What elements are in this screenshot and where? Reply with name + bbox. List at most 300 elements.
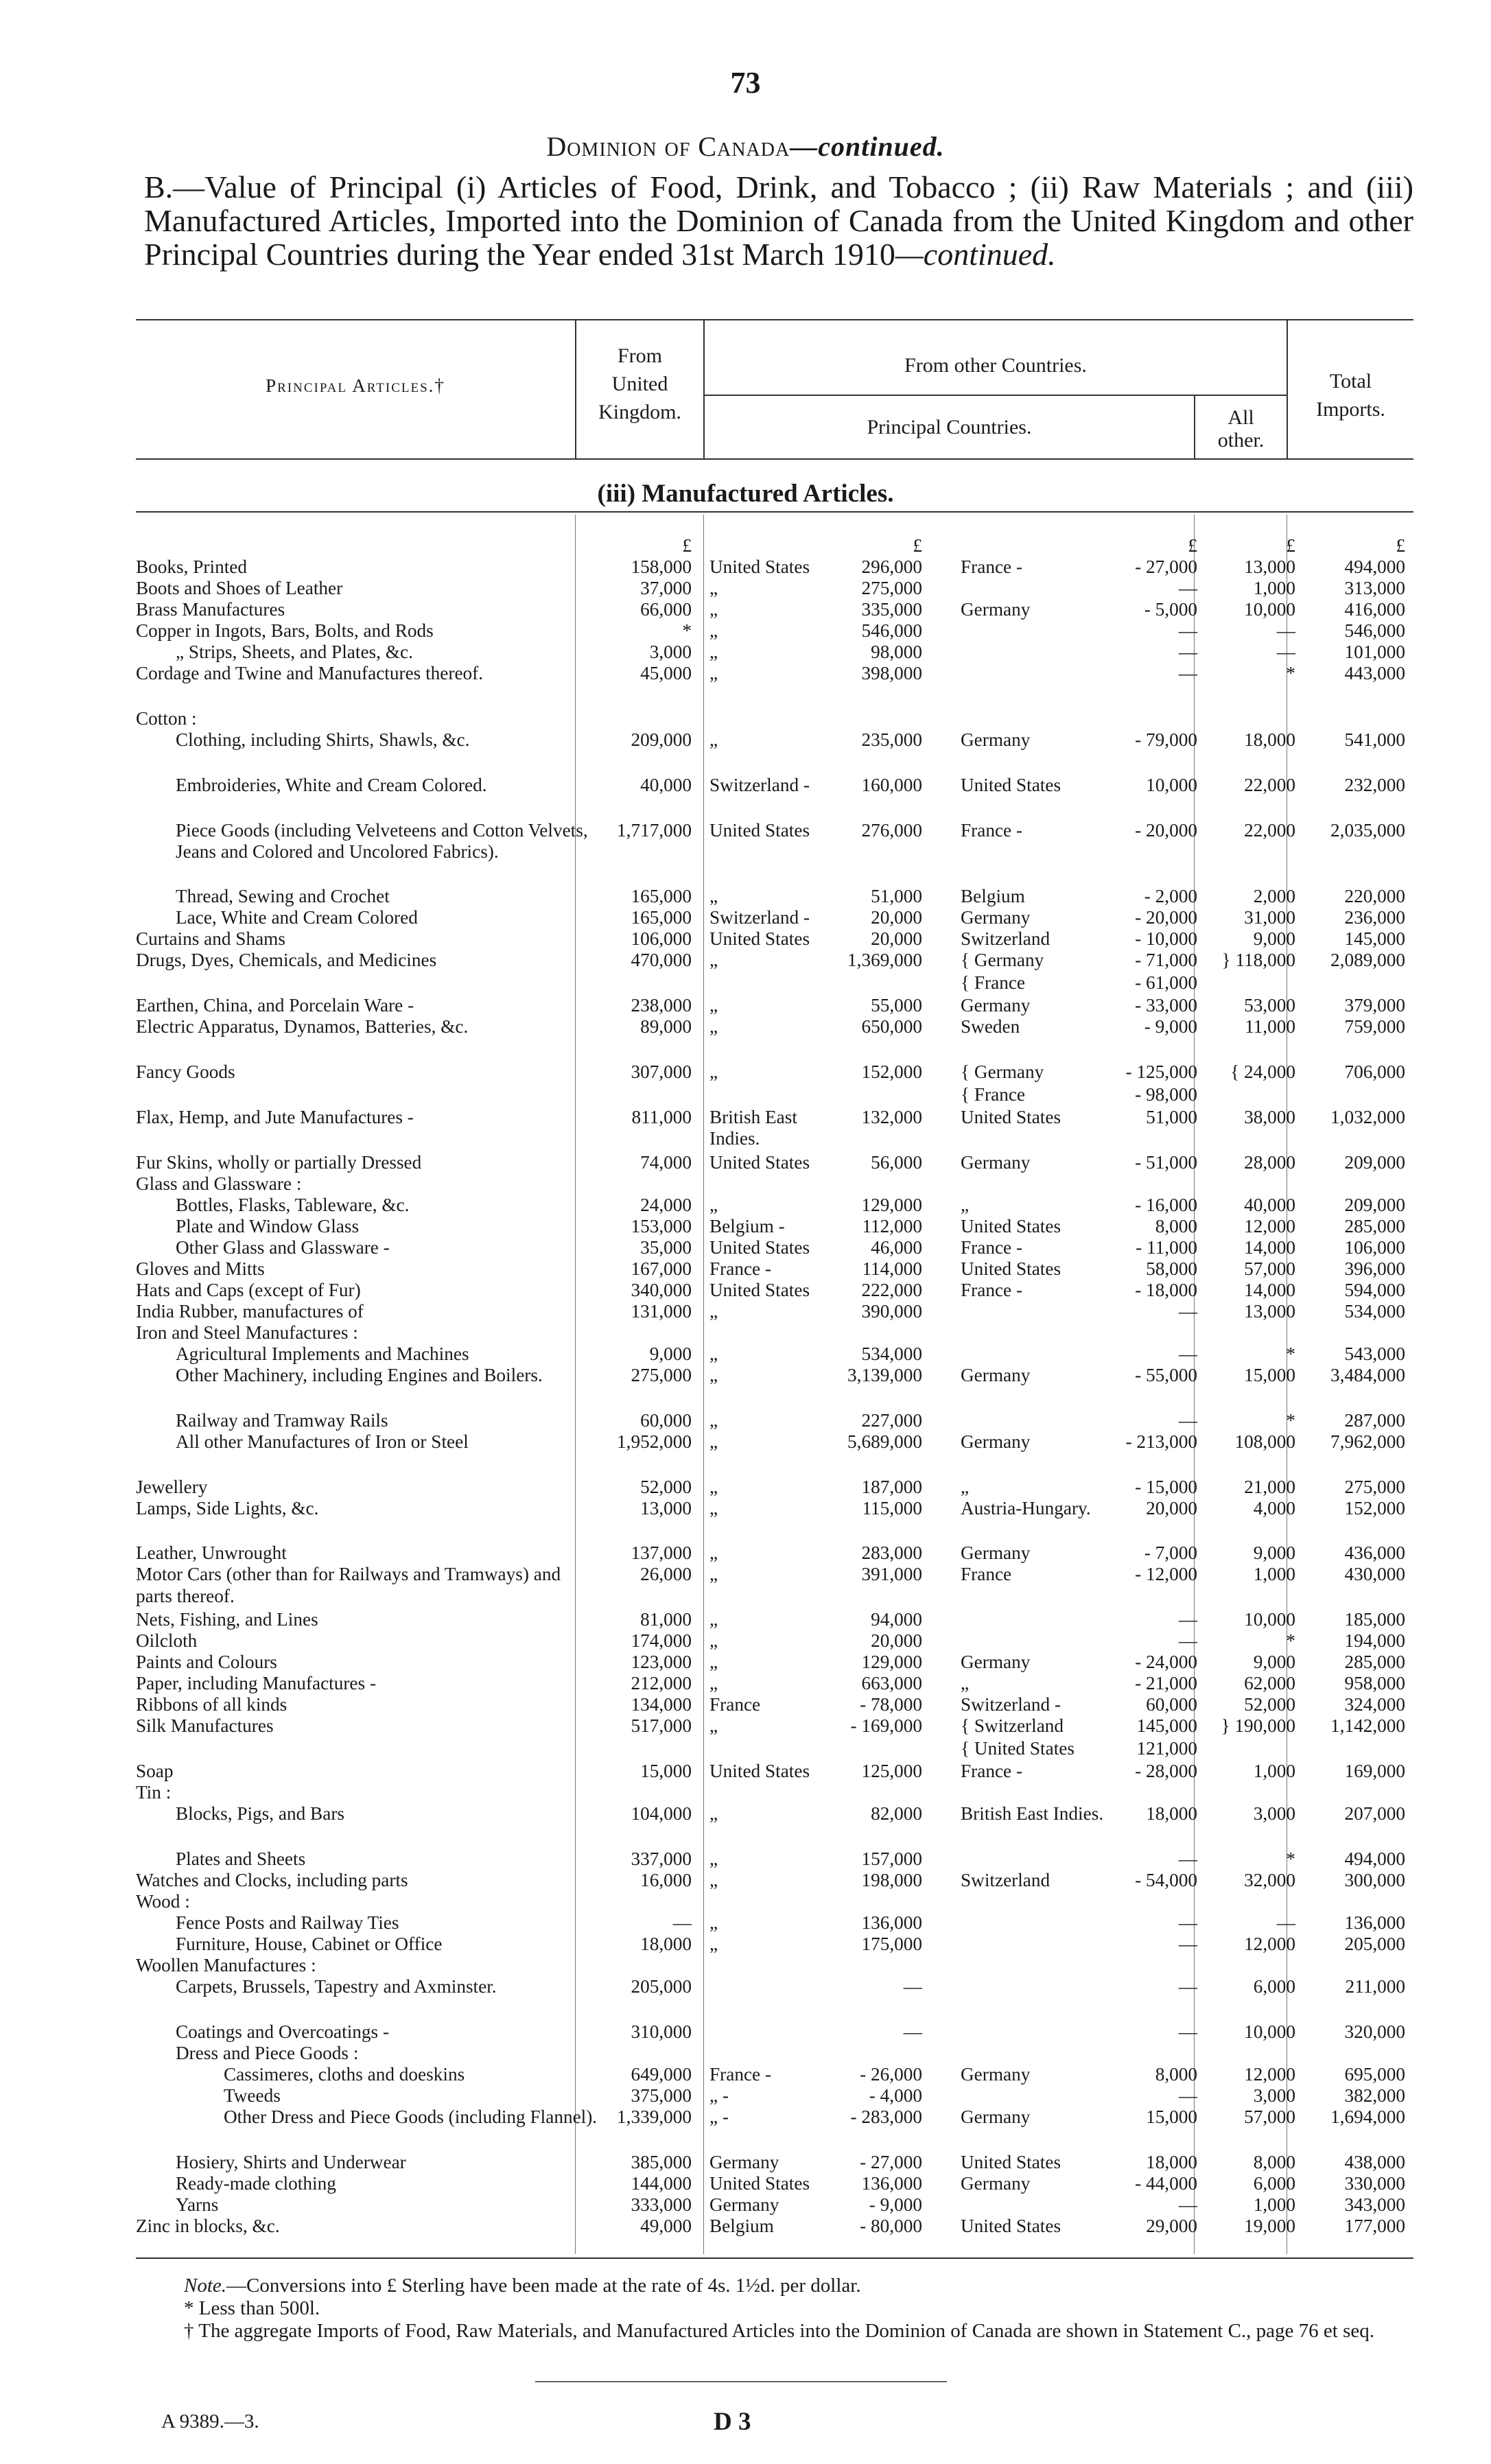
country-2b-name: { France bbox=[961, 972, 1026, 994]
country-2-value: — bbox=[1178, 1343, 1197, 1364]
note-dagger: † The aggregate Imports of Food, Raw Materials, and Manufactured Articles into the Dominion of Canada are shown in Statement C., page 76 et seq. bbox=[184, 2320, 1375, 2342]
uk-value: 131,000 bbox=[631, 1300, 692, 1322]
total-value: 324,000 bbox=[1344, 1694, 1405, 1715]
note-conversion bbox=[136, 2275, 1412, 2297]
country-1-value: - 169,000 bbox=[850, 1715, 922, 1737]
country-2-value: - 12,000 bbox=[1135, 1564, 1197, 1585]
header-all-line: other. bbox=[1217, 429, 1265, 451]
total-value: 211,000 bbox=[1345, 1976, 1405, 1997]
article-name: Ribbons of all kinds bbox=[136, 1694, 287, 1715]
all-other-value: 1,000 bbox=[1253, 2194, 1295, 2215]
article-name: Iron and Steel Manufactures : bbox=[136, 1322, 358, 1343]
uk-value: 13,000 bbox=[640, 1497, 692, 1518]
country-1-value: 157,000 bbox=[861, 1849, 922, 1870]
header-articles: Principal Articles.† bbox=[266, 375, 445, 396]
country-1-value: 283,000 bbox=[861, 1542, 922, 1564]
article-name: Gloves and Mitts bbox=[136, 1258, 265, 1279]
total-value: 320,000 bbox=[1344, 2021, 1405, 2042]
total-value: 443,000 bbox=[1344, 663, 1405, 684]
total-value: 382,000 bbox=[1344, 2085, 1405, 2107]
country-1-value: 187,000 bbox=[861, 1476, 922, 1497]
page-number: 73 bbox=[730, 66, 761, 99]
country-2-name: Belgium bbox=[961, 886, 1025, 907]
country-2-name: Austria-Hungary. bbox=[961, 1497, 1091, 1518]
all-other-value: 9,000 bbox=[1253, 1652, 1295, 1673]
uk-value: * bbox=[682, 620, 692, 642]
notes bbox=[136, 2275, 1412, 2343]
country-1-value: 55,000 bbox=[871, 995, 922, 1016]
country-2-value: - 79,000 bbox=[1135, 729, 1197, 750]
uk-value: 9,000 bbox=[649, 1343, 692, 1364]
all-other-value: 18,000 bbox=[1244, 729, 1295, 750]
country-2-name: France - bbox=[961, 1236, 1023, 1258]
uk-value: 649,000 bbox=[631, 2064, 692, 2085]
country-1-name: British East Indies. bbox=[709, 1106, 797, 1149]
country-2-name: United States bbox=[961, 774, 1061, 795]
country-1-value: 129,000 bbox=[861, 1194, 922, 1215]
country-1-value: 136,000 bbox=[861, 1912, 922, 1934]
article-name: Boots and Shoes of Leather bbox=[136, 578, 343, 599]
uk-value: 275,000 bbox=[631, 1364, 692, 1385]
country-2-name: France - bbox=[961, 819, 1023, 841]
country-1-value: 94,000 bbox=[871, 1609, 922, 1630]
country-2-name: France - bbox=[961, 556, 1023, 578]
total-value: 300,000 bbox=[1344, 1870, 1405, 1891]
article-name: Embroideries, White and Cream Colored. bbox=[176, 774, 487, 795]
country-2-value: - 213,000 bbox=[1125, 1431, 1197, 1452]
all-other-value: 4,000 bbox=[1253, 1497, 1295, 1518]
country-2-value: - 20,000 bbox=[1135, 819, 1197, 841]
uk-value: 144,000 bbox=[631, 2172, 692, 2194]
article-name: Paints and Colours bbox=[136, 1652, 277, 1673]
country-2-value: 29,000 bbox=[1146, 2215, 1197, 2236]
country-2-name: United States bbox=[961, 1215, 1061, 1236]
country-2-name: { Germany bbox=[961, 950, 1044, 971]
country-1-name: „ bbox=[709, 1803, 718, 1824]
country-1-value: 51,000 bbox=[871, 886, 922, 907]
total-value: 232,000 bbox=[1344, 774, 1405, 795]
country-1-value: 398,000 bbox=[861, 663, 922, 684]
all-other-value: 52,000 bbox=[1244, 1694, 1295, 1715]
all-other-value: 1,000 bbox=[1253, 578, 1295, 599]
country-1-name: „ bbox=[709, 1849, 718, 1870]
uk-value: 1,717,000 bbox=[617, 819, 692, 841]
all-other-value: 15,000 bbox=[1244, 1364, 1295, 1385]
all-other-value: 28,000 bbox=[1244, 1151, 1295, 1173]
country-1-name: „ bbox=[709, 1431, 718, 1452]
country-2-value: - 33,000 bbox=[1135, 995, 1197, 1016]
country-1-value: 112,000 bbox=[862, 1215, 922, 1236]
all-other-value: 53,000 bbox=[1244, 995, 1295, 1016]
heading-prefix: Dominion of Canada bbox=[546, 131, 790, 162]
country-2-name: „ bbox=[961, 1673, 970, 1694]
country-1-value: 152,000 bbox=[861, 1061, 922, 1083]
country-2-value: 18,000 bbox=[1146, 1803, 1197, 1824]
total-value: 759,000 bbox=[1344, 1016, 1405, 1037]
country-2b-value: - 98,000 bbox=[1135, 1084, 1197, 1105]
total-value: 494,000 bbox=[1344, 1849, 1405, 1870]
country-2-value: 20,000 bbox=[1146, 1497, 1197, 1518]
uk-value: 134,000 bbox=[631, 1694, 692, 1715]
country-1-value: - 27,000 bbox=[860, 2151, 922, 2172]
uk-value: 158,000 bbox=[631, 556, 692, 578]
article-name: Agricultural Implements and Machines bbox=[176, 1343, 469, 1364]
article-name: Hats and Caps (except of Fur) bbox=[136, 1279, 361, 1300]
all-other-value: 12,000 bbox=[1244, 1215, 1295, 1236]
country-1-name: „ bbox=[709, 1715, 718, 1737]
country-2-name: Germany bbox=[961, 1431, 1031, 1452]
all-other-value: * bbox=[1286, 1409, 1295, 1431]
country-1-name: „ bbox=[709, 1870, 718, 1891]
print-code: A 9389.—3. bbox=[161, 2410, 259, 2432]
note-label: Note. bbox=[184, 2275, 227, 2297]
article-name: Tweeds bbox=[224, 2085, 281, 2107]
country-1-value: 20,000 bbox=[871, 1630, 922, 1652]
country-2-value: — bbox=[1178, 2085, 1197, 2107]
country-2-name: Germany bbox=[961, 599, 1031, 620]
country-2-value: — bbox=[1178, 2194, 1197, 2215]
all-other-value: } 118,000 bbox=[1221, 950, 1295, 971]
article-name: Carpets, Brussels, Tapestry and Axminster. bbox=[176, 1976, 497, 1997]
country-1-value: 20,000 bbox=[871, 907, 922, 928]
header-bottom-rule bbox=[136, 458, 1413, 460]
total-value: 194,000 bbox=[1344, 1630, 1405, 1652]
country-1-value: - 78,000 bbox=[860, 1694, 922, 1715]
country-1-name: „ bbox=[709, 1542, 718, 1564]
uk-value: 307,000 bbox=[631, 1061, 692, 1083]
uk-value: 49,000 bbox=[640, 2215, 692, 2236]
country-2-value: — bbox=[1178, 642, 1197, 663]
all-other-value: 19,000 bbox=[1244, 2215, 1295, 2236]
country-1-value: 115,000 bbox=[862, 1497, 922, 1518]
article-name: Yarns bbox=[176, 2194, 219, 2215]
article-name: Nets, Fishing, and Lines bbox=[136, 1609, 318, 1630]
country-2-value: - 24,000 bbox=[1135, 1652, 1197, 1673]
header-total-line: Total bbox=[1329, 370, 1372, 392]
total-value: 546,000 bbox=[1344, 620, 1405, 642]
country-2-value: 8,000 bbox=[1155, 2064, 1197, 2085]
country-2-name: Switzerland bbox=[961, 928, 1050, 950]
all-other-value: 10,000 bbox=[1244, 2021, 1295, 2042]
article-name: Copper in Ingots, Bars, Bolts, and Rods bbox=[136, 620, 434, 642]
total-value: 958,000 bbox=[1344, 1673, 1405, 1694]
country-1-name: United States bbox=[709, 928, 810, 950]
uk-value: 517,000 bbox=[631, 1715, 692, 1737]
total-value: 209,000 bbox=[1344, 1151, 1405, 1173]
country-1-name: Belgium bbox=[709, 2215, 774, 2236]
country-1-name: „ bbox=[709, 663, 718, 684]
all-other-value: — bbox=[1276, 642, 1295, 663]
country-1-value: 650,000 bbox=[861, 1016, 922, 1037]
country-2-name: United States bbox=[961, 2151, 1061, 2172]
country-2-value: - 5,000 bbox=[1144, 599, 1197, 620]
country-2-value: - 11,000 bbox=[1136, 1236, 1197, 1258]
uk-value: 3,000 bbox=[649, 642, 692, 663]
article-name: Railway and Tramway Rails bbox=[176, 1409, 388, 1431]
uk-value: 35,000 bbox=[640, 1236, 692, 1258]
total-value: 706,000 bbox=[1344, 1061, 1405, 1083]
total-value: 1,032,000 bbox=[1330, 1106, 1405, 1127]
all-other-value: 8,000 bbox=[1253, 2151, 1295, 2172]
all-other-value: 31,000 bbox=[1244, 907, 1295, 928]
header-total-line: Imports. bbox=[1316, 398, 1385, 421]
country-2-value: 60,000 bbox=[1146, 1694, 1197, 1715]
country-1-value: 198,000 bbox=[861, 1870, 922, 1891]
total-value: 7,962,000 bbox=[1330, 1431, 1405, 1452]
article-name: Woollen Manufactures : bbox=[136, 1955, 316, 1976]
country-1-name: Switzerland - bbox=[709, 907, 810, 928]
country-1-name: „ bbox=[709, 1652, 718, 1673]
title-suffix: —continued. bbox=[895, 237, 1056, 272]
country-1-value: — bbox=[903, 1976, 922, 1997]
country-2-value: 8,000 bbox=[1155, 1215, 1197, 1236]
country-2-value: - 51,000 bbox=[1135, 1151, 1197, 1173]
heading-suffix: —continued. bbox=[790, 131, 945, 162]
country-2-value: - 21,000 bbox=[1135, 1673, 1197, 1694]
uk-value: 165,000 bbox=[631, 886, 692, 907]
country-2-name: France - bbox=[961, 1761, 1023, 1782]
uk-value: 106,000 bbox=[631, 928, 692, 950]
total-value: 285,000 bbox=[1344, 1652, 1405, 1673]
all-other-value: 40,000 bbox=[1244, 1194, 1295, 1215]
uk-value: 37,000 bbox=[640, 578, 692, 599]
country-1-value: 1,369,000 bbox=[847, 950, 922, 971]
total-value: 101,000 bbox=[1344, 642, 1405, 663]
all-other-value: — bbox=[1276, 1912, 1295, 1934]
country-2-value: - 9,000 bbox=[1144, 1016, 1197, 1037]
country-2-name: Germany bbox=[961, 907, 1031, 928]
total-value: 543,000 bbox=[1344, 1343, 1405, 1364]
article-name: Leather, Unwrought bbox=[136, 1542, 287, 1564]
total-value: 136,000 bbox=[1344, 1912, 1405, 1934]
all-other-value: 62,000 bbox=[1244, 1673, 1295, 1694]
country-1-value: 98,000 bbox=[871, 642, 922, 663]
country-1-value: 5,689,000 bbox=[847, 1431, 922, 1452]
country-1-name: Germany bbox=[709, 2194, 779, 2215]
country-2-value: — bbox=[1178, 1849, 1197, 1870]
article-name: Wood : bbox=[136, 1891, 190, 1912]
country-1-name: „ bbox=[709, 1364, 718, 1385]
country-1-value: 227,000 bbox=[861, 1409, 922, 1431]
article-name: Clothing, including Shirts, Shawls, &c. bbox=[176, 729, 470, 750]
article-name: Fence Posts and Railway Ties bbox=[176, 1912, 399, 1934]
total-value: 436,000 bbox=[1344, 1542, 1405, 1564]
country-1-name: „ bbox=[709, 578, 718, 599]
all-other-value: 6,000 bbox=[1253, 1976, 1295, 1997]
article-name: Piece Goods (including Velveteens and Cotton Velvets, Jeans and Colored and Uncolored Fabrics). bbox=[176, 819, 588, 862]
uk-value: 811,000 bbox=[631, 1106, 692, 1127]
total-value: 396,000 bbox=[1344, 1258, 1405, 1279]
all-other-value: 12,000 bbox=[1244, 2064, 1295, 2085]
country-1-value: 275,000 bbox=[861, 578, 922, 599]
country-1-name: „ - bbox=[709, 2085, 729, 2107]
country-1-name: France - bbox=[709, 2064, 772, 2085]
article-name: Motor Cars (other than for Railways and Tramways) and parts thereof. bbox=[136, 1564, 561, 1606]
country-2-value: — bbox=[1178, 1912, 1197, 1934]
country-2-name: { Switzerland bbox=[961, 1715, 1064, 1737]
country-1-name: „ bbox=[709, 1343, 718, 1364]
currency-symbol: £ bbox=[682, 535, 692, 556]
all-other-value: 11,000 bbox=[1245, 1016, 1295, 1037]
country-2-name: France bbox=[961, 1564, 1012, 1585]
total-value: 236,000 bbox=[1344, 907, 1405, 928]
article-name: Cassimeres, cloths and doeskins bbox=[224, 2064, 465, 2085]
country-1-name: „ bbox=[709, 1673, 718, 1694]
uk-value: 66,000 bbox=[640, 599, 692, 620]
total-value: 185,000 bbox=[1344, 1609, 1405, 1630]
country-1-name: „ bbox=[709, 1016, 718, 1037]
country-2-name: „ bbox=[961, 1476, 970, 1497]
country-1-name: „ bbox=[709, 1300, 718, 1322]
country-1-value: 235,000 bbox=[861, 729, 922, 750]
total-value: 330,000 bbox=[1344, 2172, 1405, 2194]
country-2-value: — bbox=[1178, 578, 1197, 599]
country-1-name: „ bbox=[709, 1609, 718, 1630]
article-name: Other Dress and Piece Goods (including Flannel). bbox=[224, 2107, 598, 2128]
running-heading bbox=[0, 130, 1491, 163]
uk-value: 174,000 bbox=[631, 1630, 692, 1652]
country-2-value: - 7,000 bbox=[1144, 1542, 1197, 1564]
article-name: Coatings and Overcoatings - bbox=[176, 2021, 390, 2042]
uk-value: 52,000 bbox=[640, 1476, 692, 1497]
header-uk-line: Kingdom. bbox=[598, 401, 681, 423]
country-1-value: 534,000 bbox=[861, 1343, 922, 1364]
section-heading: (iii) Manufactured Articles. bbox=[597, 480, 894, 508]
total-value: 177,000 bbox=[1344, 2215, 1405, 2236]
country-2-value: 51,000 bbox=[1146, 1106, 1197, 1127]
uk-value: 167,000 bbox=[631, 1258, 692, 1279]
all-other-value: * bbox=[1286, 663, 1295, 684]
header-all-line: All bbox=[1228, 406, 1254, 429]
country-1-value: 114,000 bbox=[862, 1258, 922, 1279]
country-1-name: „ bbox=[709, 1409, 718, 1431]
header-principal-countries: Principal Countries. bbox=[867, 416, 1032, 438]
country-2-value: 58,000 bbox=[1146, 1258, 1197, 1279]
all-other-value: 13,000 bbox=[1244, 1300, 1295, 1322]
article-name: Brass Manufactures bbox=[136, 599, 285, 620]
uk-value: 45,000 bbox=[640, 663, 692, 684]
article-name: Glass and Glassware : bbox=[136, 1173, 302, 1194]
uk-value: 16,000 bbox=[640, 1870, 692, 1891]
country-2-name: Germany bbox=[961, 2064, 1031, 2085]
article-name: Flax, Hemp, and Jute Manufactures - bbox=[136, 1106, 414, 1127]
article-name: Curtains and Shams bbox=[136, 928, 285, 950]
country-1-name: „ - bbox=[709, 2107, 729, 2128]
uk-value: 205,000 bbox=[631, 1976, 692, 1997]
all-other-value: 1,000 bbox=[1253, 1761, 1295, 1782]
country-2-value: — bbox=[1178, 620, 1197, 642]
signature-mark: D 3 bbox=[714, 2408, 751, 2436]
uk-value: 340,000 bbox=[631, 1279, 692, 1300]
country-2-name: Germany bbox=[961, 1151, 1031, 1173]
country-1-name: „ bbox=[709, 729, 718, 750]
header-all-other bbox=[1195, 406, 1287, 451]
uk-value: 153,000 bbox=[631, 1215, 692, 1236]
country-2-name: United States bbox=[961, 1106, 1061, 1127]
all-other-value: 21,000 bbox=[1244, 1476, 1295, 1497]
country-2-name: Germany bbox=[961, 995, 1031, 1016]
country-1-value: 82,000 bbox=[871, 1803, 922, 1824]
uk-value: 337,000 bbox=[631, 1849, 692, 1870]
all-other-value: 2,000 bbox=[1253, 886, 1295, 907]
country-1-value: 546,000 bbox=[861, 620, 922, 642]
country-2-value: - 44,000 bbox=[1135, 2172, 1197, 2194]
article-name: Lace, White and Cream Colored bbox=[176, 907, 418, 928]
country-2-value: - 54,000 bbox=[1135, 1870, 1197, 1891]
country-2-value: - 71,000 bbox=[1135, 950, 1197, 971]
total-value: 1,694,000 bbox=[1330, 2107, 1405, 2128]
country-2-value: — bbox=[1178, 1630, 1197, 1652]
uk-value: 81,000 bbox=[640, 1609, 692, 1630]
all-other-value: 32,000 bbox=[1244, 1870, 1295, 1891]
country-1-name: United States bbox=[709, 2172, 810, 2194]
article-name: Thread, Sewing and Crochet bbox=[176, 886, 390, 907]
note-text: —Conversions into £ Sterling have been made at the rate of 4s. 1½d. per dollar. bbox=[226, 2275, 861, 2297]
uk-value: 310,000 bbox=[631, 2021, 692, 2042]
article-name: Drugs, Dyes, Chemicals, and Medicines bbox=[136, 950, 437, 971]
total-value: 416,000 bbox=[1344, 599, 1405, 620]
country-1-name: „ bbox=[709, 599, 718, 620]
country-2-value: - 15,000 bbox=[1135, 1476, 1197, 1497]
country-1-value: 160,000 bbox=[861, 774, 922, 795]
country-1-value: 136,000 bbox=[861, 2172, 922, 2194]
country-2-value: — bbox=[1178, 663, 1197, 684]
article-name: Blocks, Pigs, and Bars bbox=[176, 1803, 345, 1824]
country-1-value: — bbox=[903, 2021, 922, 2042]
header-total bbox=[1288, 367, 1413, 423]
country-1-value: 129,000 bbox=[861, 1652, 922, 1673]
article-name: All other Manufactures of Iron or Steel bbox=[176, 1431, 469, 1452]
all-other-value: * bbox=[1286, 1849, 1295, 1870]
total-value: 220,000 bbox=[1344, 886, 1405, 907]
total-value: 379,000 bbox=[1344, 995, 1405, 1016]
country-2-value: - 125,000 bbox=[1125, 1061, 1197, 1083]
uk-value: 123,000 bbox=[631, 1652, 692, 1673]
country-2b-value: - 61,000 bbox=[1135, 972, 1197, 994]
country-1-name: „ bbox=[709, 1912, 718, 1934]
country-1-value: 296,000 bbox=[861, 556, 922, 578]
total-value: 106,000 bbox=[1344, 1236, 1405, 1258]
country-2-name: Switzerland - bbox=[961, 1694, 1061, 1715]
country-2-name: United States bbox=[961, 1258, 1061, 1279]
country-2-name: British East Indies. bbox=[961, 1803, 1104, 1824]
country-2-name: Germany bbox=[961, 729, 1031, 750]
country-1-name: „ bbox=[709, 950, 718, 971]
country-2-name: Switzerland bbox=[961, 1870, 1050, 1891]
section-rule bbox=[136, 511, 1413, 513]
country-2-value: - 16,000 bbox=[1135, 1194, 1197, 1215]
country-2b-name: { France bbox=[961, 1084, 1026, 1105]
all-other-value: 3,000 bbox=[1253, 1803, 1295, 1824]
country-1-value: 663,000 bbox=[861, 1673, 922, 1694]
country-1-value: 222,000 bbox=[861, 1279, 922, 1300]
total-value: 343,000 bbox=[1344, 2194, 1405, 2215]
country-1-name: „ bbox=[709, 1497, 718, 1518]
country-2-value: 145,000 bbox=[1136, 1715, 1197, 1737]
country-2-value: - 55,000 bbox=[1135, 1364, 1197, 1385]
article-name: Silk Manufactures bbox=[136, 1715, 274, 1737]
total-value: 152,000 bbox=[1344, 1497, 1405, 1518]
total-value: 207,000 bbox=[1344, 1803, 1405, 1824]
all-other-value: 108,000 bbox=[1234, 1431, 1295, 1452]
uk-value: 375,000 bbox=[631, 2085, 692, 2107]
total-value: 2,089,000 bbox=[1330, 950, 1405, 971]
country-1-value: 56,000 bbox=[871, 1151, 922, 1173]
article-name: Other Glass and Glassware - bbox=[176, 1236, 390, 1258]
country-2-name: Germany bbox=[961, 1652, 1031, 1673]
country-2-name: Germany bbox=[961, 2172, 1031, 2194]
article-name: Hosiery, Shirts and Underwear bbox=[176, 2151, 406, 2172]
